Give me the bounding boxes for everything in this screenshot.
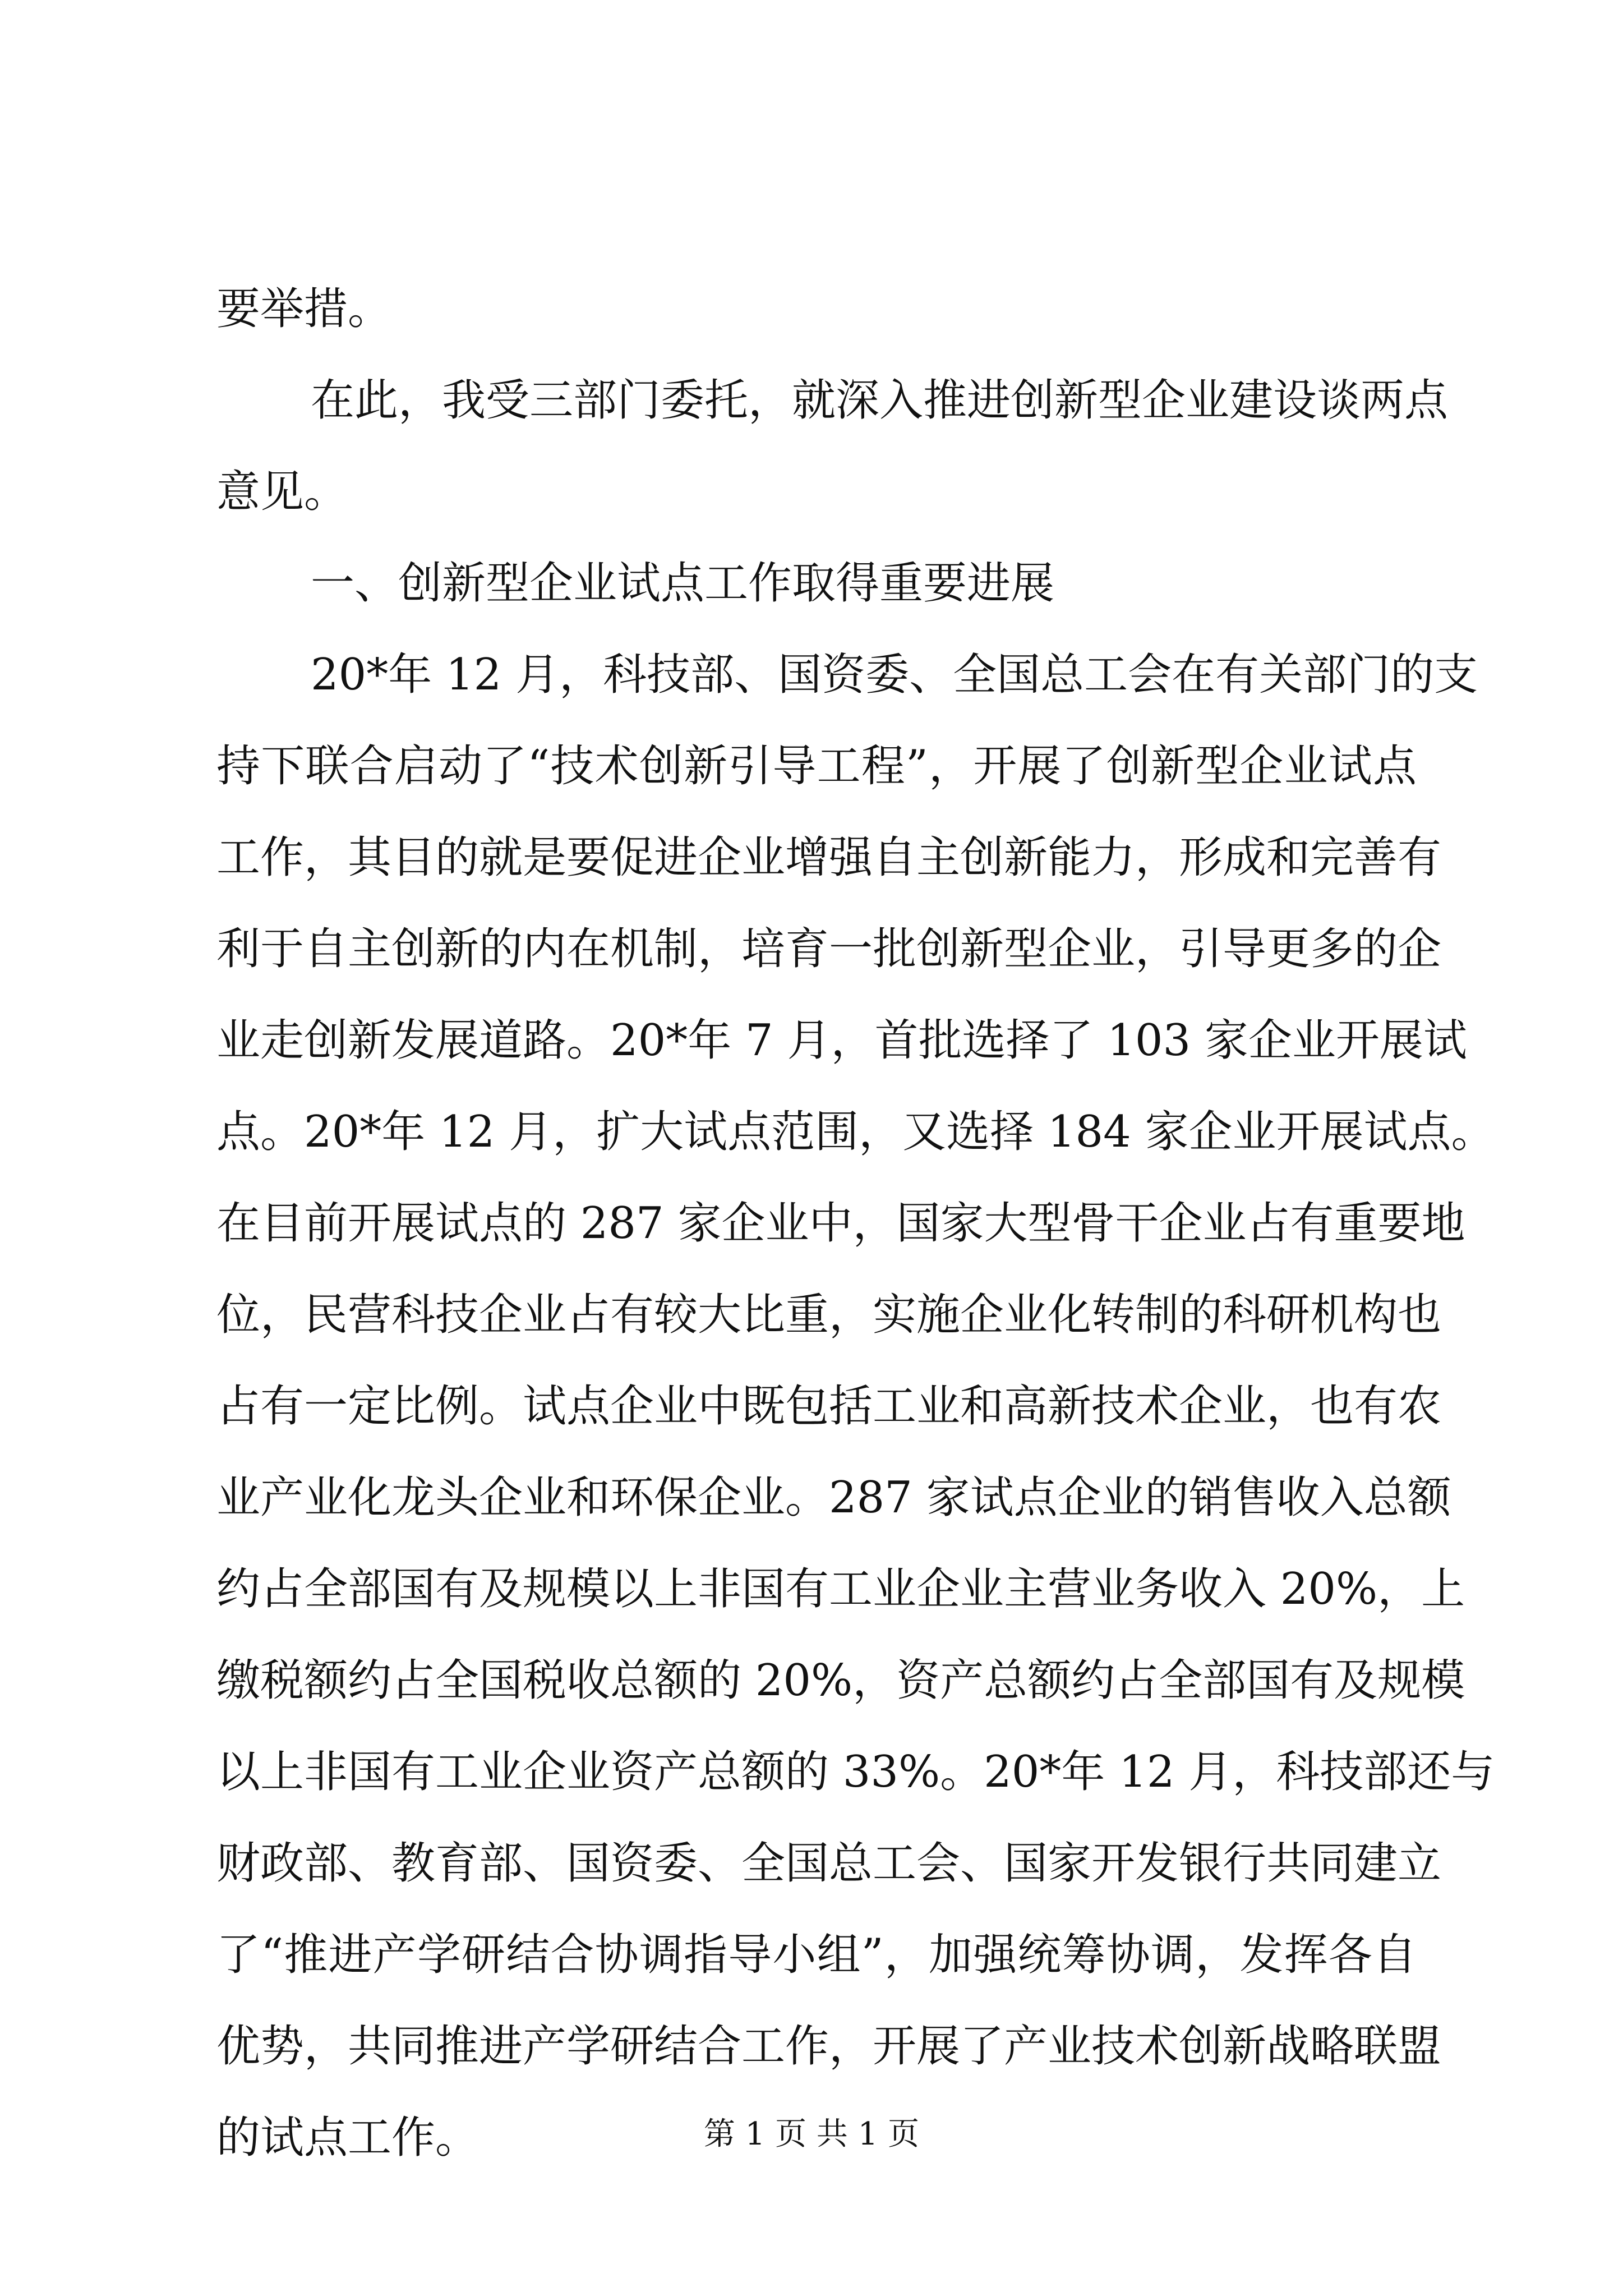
body-line: 点。20*年 12 月，扩大试点范围，又选择 184 家企业开展试点。 — [216, 1107, 1495, 1157]
body-line: 持下联合启动了“技术创新引导工程”，开展了创新型企业试点 — [216, 741, 1417, 792]
body-line: 利于自主创新的内在机制，培育一批创新型企业，引导更多的企 — [216, 924, 1442, 974]
body-line: 业走创新发展道路。20*年 7 月，首批选择了 103 家企业开展试 — [216, 1015, 1467, 1066]
body-line: 约占全部国有及规模以上非国有工业企业主营业务收入 20%，上 — [216, 1564, 1465, 1614]
body-line: 财政部、教育部、国资委、全国总工会、国家开发银行共同建立 — [216, 1838, 1442, 1889]
body-line: 工作，其目的就是要促进企业增强自主创新能力，形成和完善有 — [216, 832, 1442, 883]
body-line: 要举措。 — [216, 284, 392, 334]
body-line: 20*年 12 月，科技部、国资委、全国总工会在有关部门的支 — [311, 650, 1478, 700]
document-body — [216, 264, 1495, 2184]
body-line: 的试点工作。 — [216, 2113, 479, 2163]
page-number-label: 第 1 页 共 1 页 — [703, 2116, 920, 2152]
body-line: 业产业化龙头企业和环保企业。287 家试点企业的销售收入总额 — [216, 1473, 1451, 1523]
page-footer — [0, 2115, 1623, 2154]
body-line: 缴税额约占全国税收总额的 20%，资产总额约占全部国有及规模 — [216, 1655, 1465, 1706]
body-line: 位，民营科技企业占有较大比重，实施企业化转制的科研机构也 — [216, 1290, 1442, 1340]
body-line: 优势，共同推进产学研结合工作，开展了产业技术创新战略联盟 — [216, 2021, 1442, 2072]
body-line: 在目前开展试点的 287 家企业中，国家大型骨干企业占有重要地 — [216, 1198, 1465, 1249]
body-line: 意见。 — [216, 467, 348, 517]
body-line: 占有一定比例。试点企业中既包括工业和高新技术企业，也有农 — [216, 1381, 1442, 1432]
body-line: 在此，我受三部门委托，就深入推进创新型企业建设谈两点 — [311, 375, 1449, 426]
section-heading: 一、创新型企业试点工作取得重要进展 — [311, 558, 1055, 609]
body-line: 以上非国有工业企业资产总额的 33%。20*年 12 月，科技部还与 — [216, 1747, 1495, 1797]
body-line: 了“推进产学研结合协调指导小组”，加强统筹协调，发挥各自 — [216, 1930, 1417, 1980]
